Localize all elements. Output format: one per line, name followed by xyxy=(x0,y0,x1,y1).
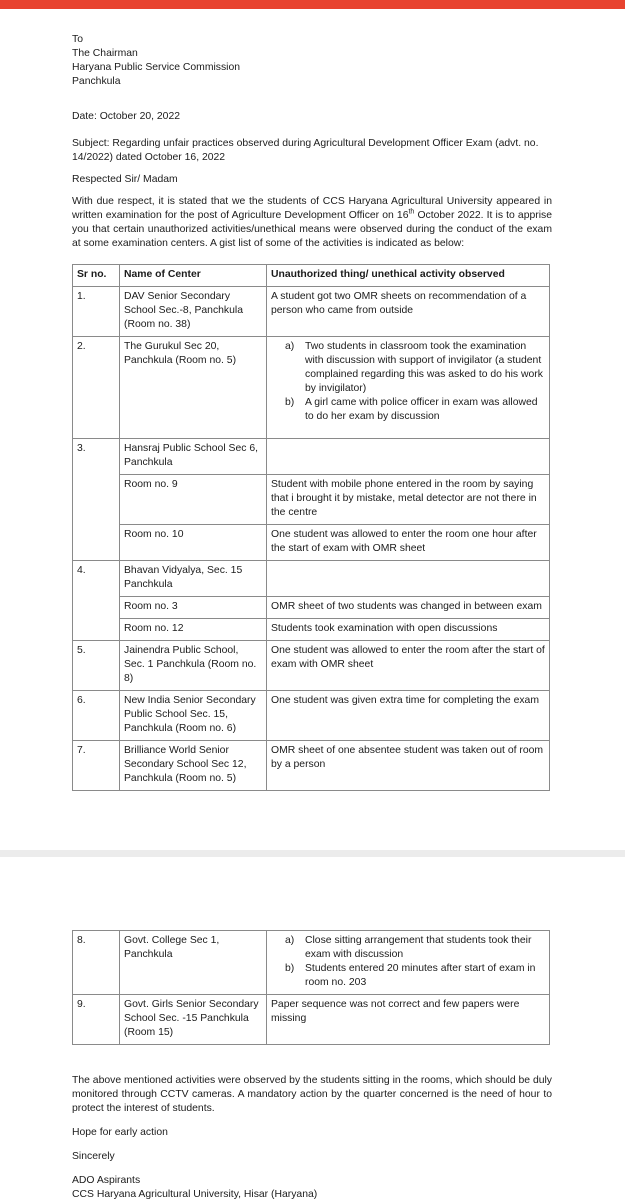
activities-table-part1 xyxy=(72,264,552,791)
row-center: Govt. College Sec 1, Panchkula xyxy=(120,931,267,995)
row-center: New India Senior Secondary Public School Sec. 15, Panchkula (Room no. 6) xyxy=(120,691,267,741)
row-activity: Student with mobile phone entered in the room by saying that i brought it by mistake, metal detector are not there in the centre xyxy=(267,475,550,525)
row-center: Brilliance World Senior Secondary School Sec 12, Panchkula (Room no. 5) xyxy=(120,741,267,791)
table-row xyxy=(73,931,550,995)
table-subrow xyxy=(73,475,550,525)
hope-line: Hope for early action xyxy=(72,1127,168,1138)
salutation: Respected Sir/ Madam xyxy=(72,174,178,185)
header-activity: Unauthorized thing/ unethical activity observed xyxy=(267,265,550,287)
intro-text-after: October 2022. It is to apprise you that certain unauthorized activities/unethical means were observed during the conduct of the exam at some examination centers. A gist list of some of the activities is indicated as below: xyxy=(72,210,552,249)
row-sr: 3. xyxy=(73,439,120,561)
intro-paragraph xyxy=(72,195,552,251)
row-center: The Gurukul Sec 20, Panchkula (Room no. 5) xyxy=(120,337,267,439)
letter-header xyxy=(72,33,552,89)
letter-date: Date: October 20, 2022 xyxy=(72,111,181,122)
row-center: Jainendra Public School, Sec. 1 Panchkula (Room no. 8) xyxy=(120,641,267,691)
row-sr: 7. xyxy=(73,741,120,791)
row-sr: 9. xyxy=(73,995,120,1045)
table-row xyxy=(73,439,550,475)
row-activity-empty xyxy=(267,561,550,597)
signature-name: ADO Aspirants xyxy=(72,1175,141,1186)
row-sr: 2. xyxy=(73,337,120,439)
row-room: Room no. 12 xyxy=(120,619,267,641)
signature-block xyxy=(72,1174,552,1202)
list-item: a) Two students in classroom took the examination with discussion with support of invigilator (a student complained regarding this was asked to do his work by invigilator) xyxy=(285,341,543,394)
letter-subject: Subject: Regarding unfair practices observed during Agricultural Development Officer Exam (advt. no. 14/2022) dated October 16, 2022 xyxy=(72,138,539,163)
row-activity: One student was allowed to enter the room one hour after the start of exam with OMR sheet xyxy=(267,525,550,561)
table-subrow xyxy=(73,525,550,561)
table-row xyxy=(73,641,550,691)
row-sr: 6. xyxy=(73,691,120,741)
table-row xyxy=(73,337,550,439)
table-row xyxy=(73,287,550,337)
row-room: Room no. 3 xyxy=(120,597,267,619)
row-sr: 4. xyxy=(73,561,120,641)
row-activity: One student was allowed to enter the room after the start of exam with OMR sheet xyxy=(267,641,550,691)
row-activity: One student was given extra time for completing the exam xyxy=(267,691,550,741)
to-line: To xyxy=(72,34,83,45)
row-activity: Paper sequence was not correct and few papers were missing xyxy=(267,995,550,1045)
activity-list xyxy=(271,934,545,990)
row-activity: OMR sheet of two students was changed in between exam xyxy=(267,597,550,619)
table-row xyxy=(73,561,550,597)
signature-org: CCS Haryana Agricultural University, Hisar (Haryana) xyxy=(72,1189,318,1200)
page-separator xyxy=(0,850,625,857)
list-item: b) A girl came with police officer in exam was allowed to do her exam by discussion xyxy=(285,397,538,422)
row-activity: A student got two OMR sheets on recommendation of a person who came from outside xyxy=(267,287,550,337)
row-room: Room no. 9 xyxy=(120,475,267,525)
sincerely-line: Sincerely xyxy=(72,1151,115,1162)
list-item: a) Close sitting arrangement that students took their exam with discussion xyxy=(285,935,532,960)
row-sr: 8. xyxy=(73,931,120,995)
row-activity: Students took examination with open discussions xyxy=(267,619,550,641)
row-center: DAV Senior Secondary School Sec.-8, Panchkula (Room no. 38) xyxy=(120,287,267,337)
row-activity-empty xyxy=(267,439,550,475)
organization-line: Haryana Public Service Commission xyxy=(72,62,241,73)
row-activity xyxy=(267,931,550,995)
table-header-row xyxy=(73,265,550,287)
row-sr: 1. xyxy=(73,287,120,337)
city-line: Panchkula xyxy=(72,76,121,87)
top-color-bar xyxy=(0,0,625,9)
table-row xyxy=(73,995,550,1045)
row-activity: OMR sheet of one absentee student was taken out of room by a person xyxy=(267,741,550,791)
header-sr-no: Sr no. xyxy=(73,265,120,287)
table-row xyxy=(73,741,550,791)
table-subrow xyxy=(73,619,550,641)
header-center: Name of Center xyxy=(120,265,267,287)
intro-text-before: With due respect, it is stated that we the students of CCS Haryana Agricultural University appeared in written examination for the post of Agriculture Development Officer on 16 xyxy=(72,196,552,221)
activity-list xyxy=(271,340,545,424)
row-room: Room no. 10 xyxy=(120,525,267,561)
closing-paragraph: The above mentioned activities were observed by the students sitting in the rooms, which should be duly monitored through CCTV cameras. A mandatory action by the quarter concerned is the need of hour to protect the interest of students. xyxy=(72,1075,552,1114)
table-subrow xyxy=(73,597,550,619)
intro-sup: th xyxy=(408,208,415,216)
table-row xyxy=(73,691,550,741)
row-center: Hansraj Public School Sec 6, Panchkula xyxy=(120,439,267,475)
list-item: b) Students entered 20 minutes after start of exam in room no. 203 xyxy=(285,963,536,988)
row-activity xyxy=(267,337,550,439)
row-sr: 5. xyxy=(73,641,120,691)
row-center: Bhavan Vidyalya, Sec. 15 Panchkula xyxy=(120,561,267,597)
activities-table-part2 xyxy=(72,930,552,1045)
recipient-line: The Chairman xyxy=(72,48,138,59)
row-center: Govt. Girls Senior Secondary School Sec. -15 Panchkula (Room 15) xyxy=(120,995,267,1045)
